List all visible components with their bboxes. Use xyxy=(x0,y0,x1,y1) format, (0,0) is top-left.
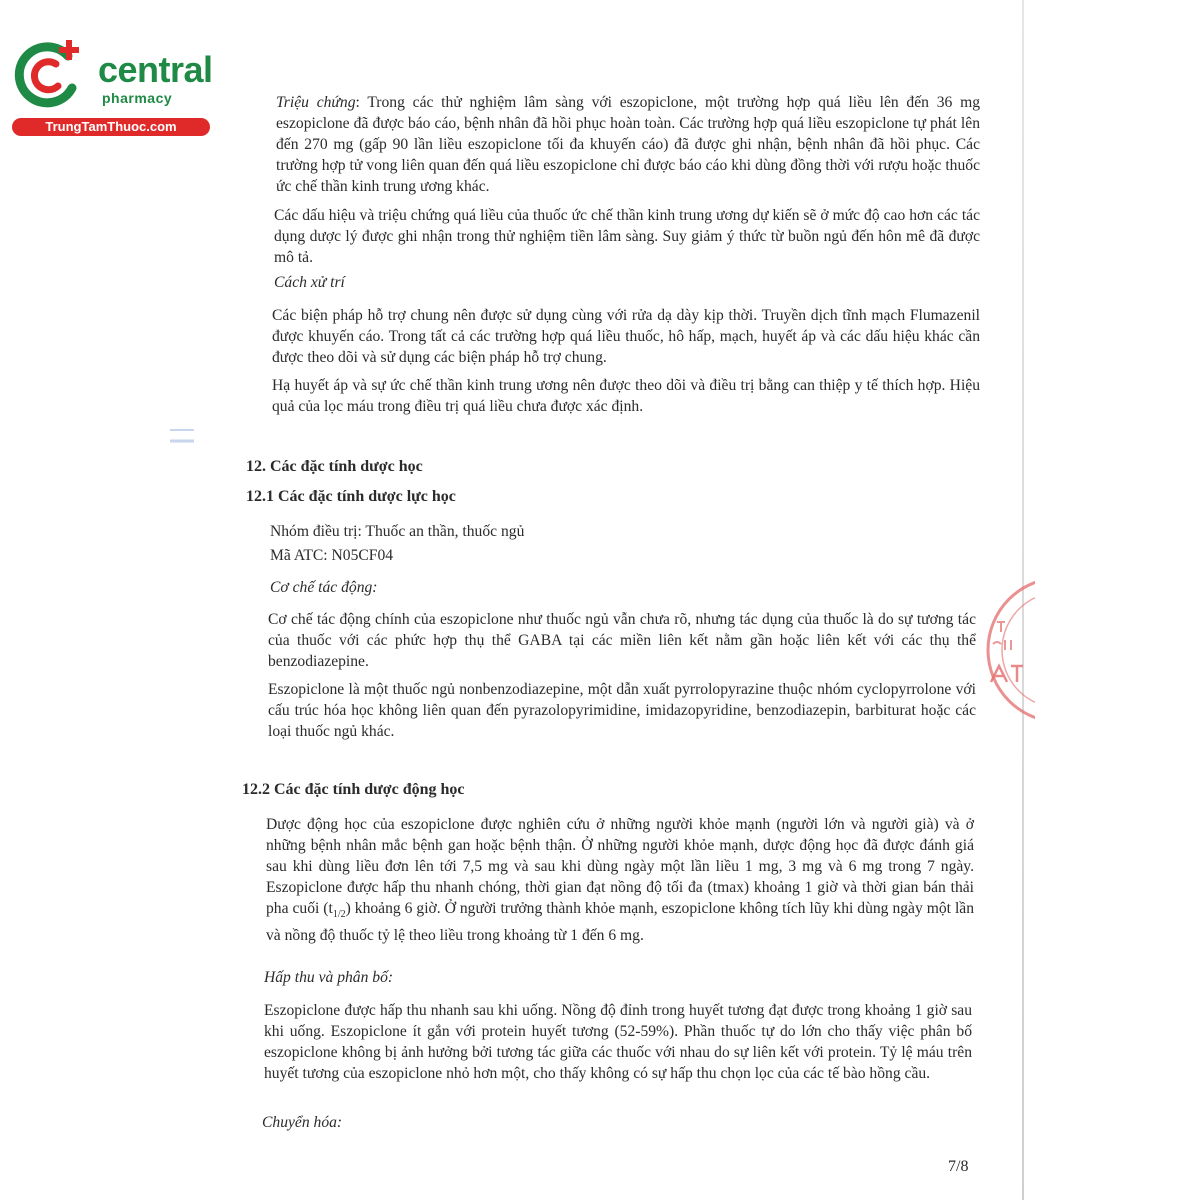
symptoms-text: : Trong các thử nghiệm lâm sàng với eszopiclone, một trường hợp quá liều lên đến 36 mg eszopiclone đã được báo cáo, bệnh nhân đã hồi phục hoàn toàn. Các trường hợp quá liều eszopiclone tự phát lên đến 270 mg (gấp 90 lần liều eszopiclone tối đa khuyến cáo) đã được ghi nhận, bệnh nhân đã hồi phục. Các trường hợp tử vong liên quan đến quá liều eszopiclone chỉ được báo cáo khi dùng đồng thời với rượu hoặc thuốc ức chế thần kinh trung ương khác. xyxy=(276,94,980,195)
mechanism-paragraph-2: Eszopiclone là một thuốc ngủ nonbenzodiazepine, một dẫn xuất pyrrolopyrazine thuộc nhóm cyclopyrrolone với cấu trúc hóa học không liên quan đến pyrazolopyrimidine, imidazopyridine, benzodiazepin, barbiturat hoặc các loại thuốc ngủ khác. xyxy=(268,681,976,740)
pk-intro-subscript: 1/2 xyxy=(332,909,346,921)
scan-mark xyxy=(168,426,198,446)
absorption-paragraph: Eszopiclone được hấp thu nhanh sau khi uống. Nồng độ đỉnh trong huyết tương đạt được trong khoảng 1 giờ sau khi uống. Eszopiclone ít gắn với protein huyết tương (52-59%). Phần thuốc tự do lớn cho thấy việc phân bố eszopiclone không bị ảnh hưởng bởi tương tác giữa các thuốc với nhau do sự liên kết với protein. Tỷ lệ máu trên huyết tương của eszopiclone nhỏ hơn một, cho thấy không có sự hấp thu chọn lọc của các tế bào hồng cầu. xyxy=(264,1002,972,1082)
pk-intro-b: ) khoảng 6 giờ. Ở người trưởng thành khỏe mạnh, eszopiclone không tích lũy khi dùng ngày một lần và nồng độ thuốc tỷ lệ theo liều trong khoảng từ 1 đến 6 mg. xyxy=(266,900,974,945)
overdose-signs-paragraph: Các dấu hiệu và triệu chứng quá liều của thuốc ức chế thần kinh trung ương dự kiến sẽ ở mức độ cao hơn các tác dụng dược lý được ghi nhận trong thử nghiệm tiền lâm sàng. Suy giảm ý thức từ buồn ngủ đến hôn mê đã được mô tả. xyxy=(274,207,980,266)
company-stamp xyxy=(975,570,1035,730)
section-12-2-heading: 12.2 Các đặc tính dược động học xyxy=(242,781,465,798)
management-paragraph-1: Các biện pháp hỗ trợ chung nên được sử dụng cùng với rửa dạ dày kịp thời. Truyền dịch tĩnh mạch Flumazenil được khuyến cáo. Trong tất cả các trường hợp quá liều thuốc, hô hấp, mạch, huyết áp và các dấu hiệu khác cần được theo dõi và sử dụng các biện pháp hỗ trợ chung. xyxy=(272,307,980,366)
management-paragraph-2: Hạ huyết áp và sự ức chế thần kinh trung ương nên được theo dõi và điều trị bằng can thiệp y tế thích hợp. Hiệu quả của lọc máu trong điều trị quá liều chưa được xác định. xyxy=(272,377,980,415)
therapeutic-group: Nhóm điều trị: Thuốc an thần, thuốc ngủ xyxy=(270,523,525,540)
logo-mark-icon xyxy=(10,34,90,114)
pharmacokinetics-intro xyxy=(266,814,974,946)
page-number: 7/8 xyxy=(948,1158,969,1175)
pk-intro-a: Dược động học của eszopiclone được nghiên cứu ở những người khỏe mạnh (người lớn và người già) và ở những bệnh nhân mắc bệnh gan hoặc bệnh thận. Ở những người khỏe mạnh, dược động học đã được đánh giá sau khi dùng liều đơn lên tới 7,5 mg và sau khi dùng ngày một lần liều 1 mg, 3 mg và 6 mg trong 7 ngày. Eszopiclone được hấp thu nhanh chóng, thời gian đạt nồng độ tối đa (tmax) khoảng 1 giờ và thời gian bán thải pha cuối (t xyxy=(266,816,974,917)
brand-name: central xyxy=(98,49,213,90)
brand-subtitle: pharmacy xyxy=(102,90,173,106)
atc-code: Mã ATC: N05CF04 xyxy=(270,547,394,564)
mechanism-label: Cơ chế tác động: xyxy=(270,579,378,596)
section-12-heading: 12. Các đặc tính dược học xyxy=(246,458,423,475)
section-12-1-heading: 12.1 Các đặc tính dược lực học xyxy=(246,488,456,505)
absorption-label: Hấp thu và phân bố: xyxy=(264,969,394,986)
central-pharmacy-logo[interactable] xyxy=(10,30,220,140)
metabolism-label: Chuyển hóa: xyxy=(262,1114,343,1131)
overdose-symptoms-paragraph xyxy=(276,92,980,197)
symptoms-label: Triệu chứng xyxy=(276,94,356,111)
brand-website: TrungTamThuoc.com xyxy=(12,118,210,136)
management-label: Cách xử trí xyxy=(274,274,345,291)
mechanism-paragraph-1: Cơ chế tác động chính của eszopiclone như thuốc ngủ vẫn chưa rõ, nhưng tác dụng của thuốc là do sự tương tác của thuốc với các phức hợp thụ thể GABA tại các miền liên kết nằm gần hoặc liên kết với các thụ thể benzodiazepine. xyxy=(268,611,976,670)
